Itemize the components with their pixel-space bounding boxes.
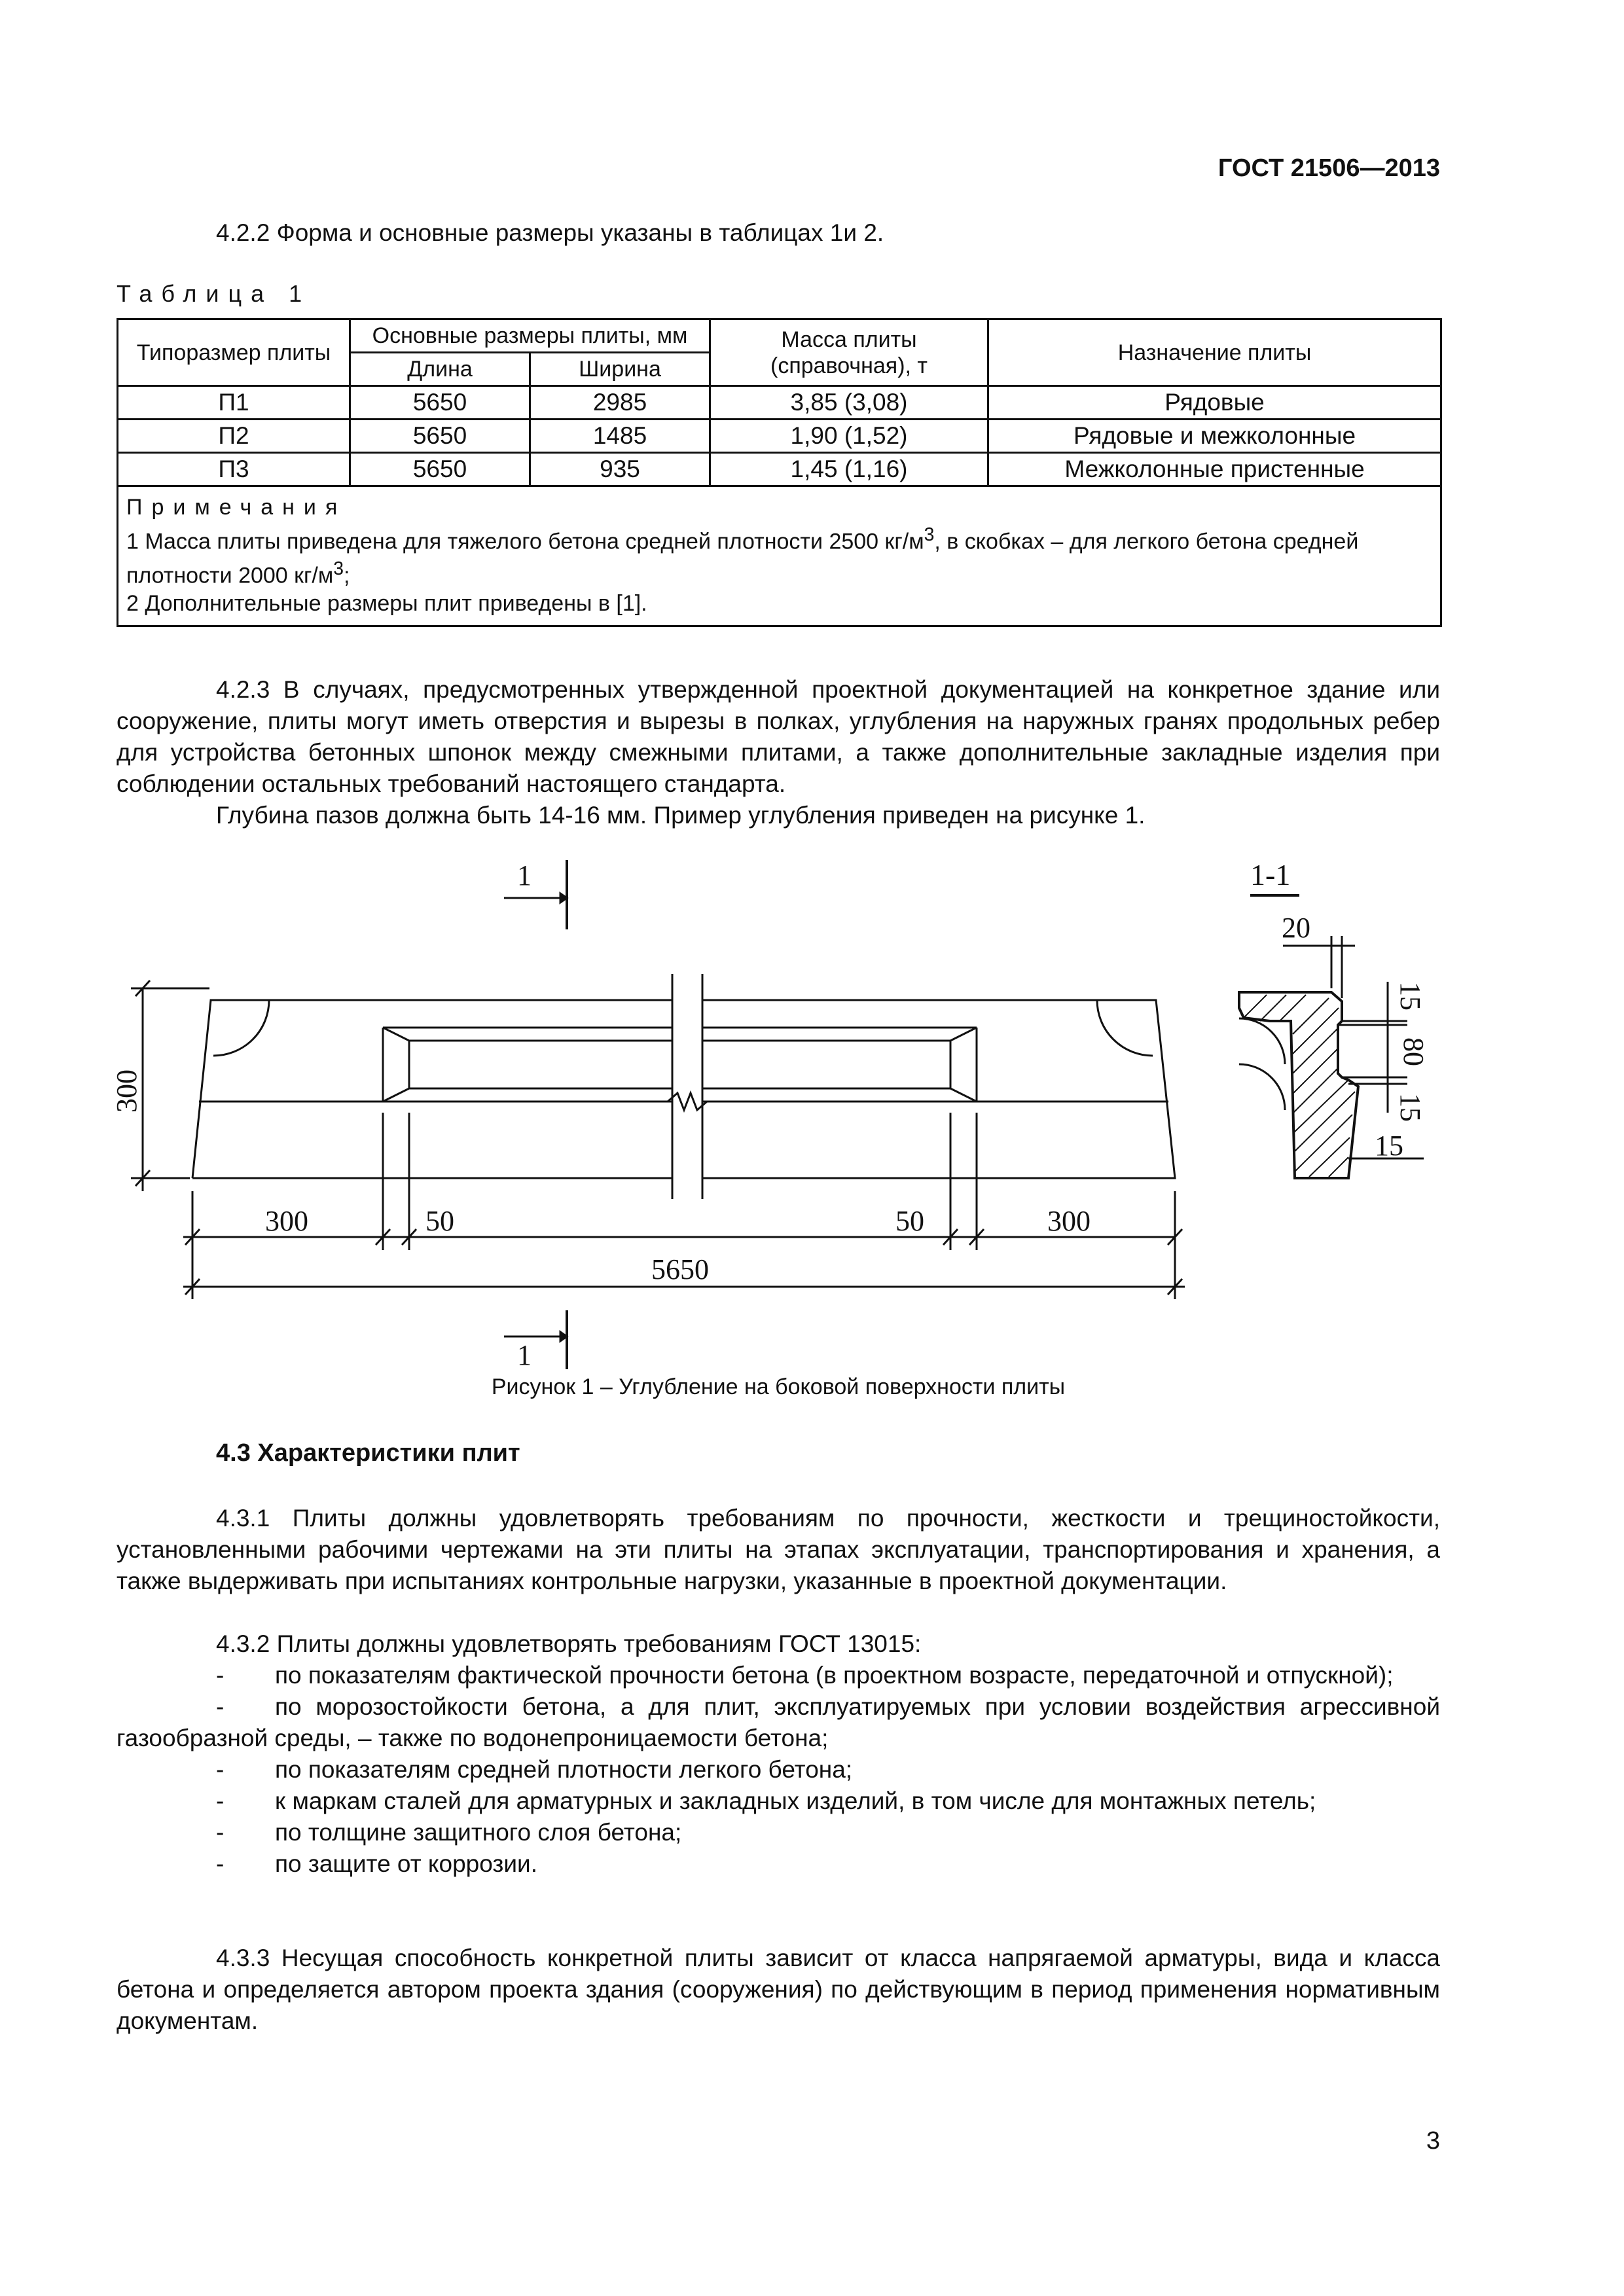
note-1-superscript-b: 3 — [333, 558, 344, 580]
note-2: 2 Дополнительные размеры плит приведены в [1]. — [126, 590, 647, 616]
cell-length: 5650 — [350, 386, 530, 420]
list-marker: - — [216, 1662, 225, 1689]
section-mark-bottom: 1 — [517, 1339, 532, 1371]
document-code: ГОСТ 21506—2013 — [1218, 154, 1440, 182]
list-item-text: по защите от коррозии. — [275, 1850, 538, 1877]
list-item — [117, 1660, 1440, 1691]
paragraph-4-2-3: 4.2.3 В случаях, предусмотренных утвержденной проектной документацией на конкретное здание или сооружение, плиты могут иметь отверстия и вырезы в полках, углубления на наружных гранях продольных ребер для устройства бетонных шпонок между смежными плитами, а также дополнительные закладные изделия при соблюдении остальных требований настоящего стандарта. — [117, 676, 1440, 797]
cell-width: 2985 — [530, 386, 710, 420]
dim-300-vertical: 300 — [111, 1069, 143, 1113]
table-caption: Таблица 1 — [117, 280, 312, 307]
page-number: 3 — [1426, 2127, 1440, 2155]
note-1-superscript-a: 3 — [924, 524, 935, 545]
paragraph-4-3-2: 4.3.2 Плиты должны удовлетворять требованиям ГОСТ 13015: — [216, 1630, 922, 1657]
list-item-text: к маркам сталей для арматурных и закладных изделий, в том числе для монтажных петель; — [275, 1787, 1316, 1814]
list-item — [117, 1817, 1440, 1848]
dim-50-left: 50 — [425, 1205, 454, 1237]
list-item — [117, 1754, 1440, 1785]
cell-width: 1485 — [530, 420, 710, 453]
header-purpose: Назначение плиты — [988, 319, 1441, 386]
cell-type: П1 — [118, 386, 350, 420]
section-dim-15b: 15 — [1394, 1093, 1426, 1122]
header-type: Типоразмер плиты — [118, 319, 350, 386]
figure-caption: Рисунок 1 – Углубление на боковой поверхности плиты — [491, 1374, 1066, 1399]
cell-length: 5650 — [350, 420, 530, 453]
list-marker: - — [216, 1787, 225, 1814]
cell-mass: 1,45 (1,16) — [710, 453, 988, 486]
section-dim-80: 80 — [1398, 1037, 1430, 1066]
section-dim-15a: 15 — [1394, 982, 1426, 1011]
cell-type: П3 — [118, 453, 350, 486]
section-dim-15c: 15 — [1375, 1130, 1403, 1162]
header-mass: Масса плиты (справочная), т — [710, 319, 988, 386]
dim-300-left: 300 — [265, 1205, 308, 1237]
cell-width: 935 — [530, 453, 710, 486]
paragraph-4-3-3: 4.3.3 Несущая способность конкретной плиты зависит от класса напрягаемой арматуры, вида и класса бетона и определяется автором проекта здания (сооружения) по действующим в период применения нормативным документам. — [117, 1945, 1440, 2034]
cell-mass: 1,90 (1,52) — [710, 420, 988, 453]
list-item-text: по толщине защитного слоя бетона; — [275, 1819, 682, 1846]
list-item — [117, 1691, 1440, 1754]
dim-50-right: 50 — [895, 1205, 924, 1237]
list-item — [117, 1848, 1440, 1880]
header-dims: Основные размеры плиты, мм — [350, 319, 710, 353]
cell-length: 5650 — [350, 453, 530, 486]
paragraph-4-2-2: 4.2.2 Форма и основные размеры указаны в таблицах 1и 2. — [216, 219, 884, 246]
header-length: Длина — [350, 353, 530, 386]
list-marker: - — [216, 1693, 225, 1720]
note-1-part-c: ; — [344, 563, 350, 588]
section-label: 1-1 — [1250, 858, 1291, 891]
note-1-part-b: , в скобках – для легкого бетона средней плотности 2000 кг/м — [126, 529, 1359, 588]
note-1-part-a: 1 Масса плиты приведена для тяжелого бетона средней плотности 2500 кг/м — [126, 529, 924, 554]
paragraph-groove-depth: Глубина пазов должна быть 14-16 мм. Пример углубления приведен на рисунке 1. — [216, 802, 1146, 829]
list-marker: - — [216, 1756, 225, 1783]
list-item-text: по морозостойкости бетона, а для плит, эксплуатируемых при условии воздействия агрессивной газообразной среды, – также по водонепроницаемости бетона; — [117, 1693, 1440, 1751]
notes-title: Примечания — [126, 495, 347, 520]
dim-total: 5650 — [651, 1253, 709, 1285]
paragraph-4-3-1: 4.3.1 Плиты должны удовлетворять требованиям по прочности, жесткости и трещиностойкости, установленными рабочими чертежами на эти плиты на этапах эксплуатации, транспортирования и хранения, а также выдерживать при испытаниях контрольные нагрузки, указанные в проектной документации. — [117, 1505, 1440, 1594]
requirements-list — [117, 1660, 1440, 1880]
section-heading-4-3: 4.3 Характеристики плит — [216, 1439, 520, 1467]
cell-purpose: Рядовые и межколонные — [988, 420, 1441, 453]
dim-300-right: 300 — [1047, 1205, 1091, 1237]
cell-mass: 3,85 (3,08) — [710, 386, 988, 420]
section-mark-top: 1 — [517, 859, 532, 891]
list-item-text: по показателям средней плотности легкого бетона; — [275, 1756, 853, 1783]
header-width: Ширина — [530, 353, 710, 386]
list-marker: - — [216, 1850, 225, 1877]
cell-purpose: Рядовые — [988, 386, 1441, 420]
list-item-text: по показателям фактической прочности бетона (в проектном возрасте, передаточной и отпускной); — [275, 1662, 1394, 1689]
cell-purpose: Межколонные пристенные — [988, 453, 1441, 486]
list-item — [117, 1785, 1440, 1817]
section-dim-20: 20 — [1282, 912, 1310, 944]
cell-type: П2 — [118, 420, 350, 453]
list-marker: - — [216, 1819, 225, 1846]
